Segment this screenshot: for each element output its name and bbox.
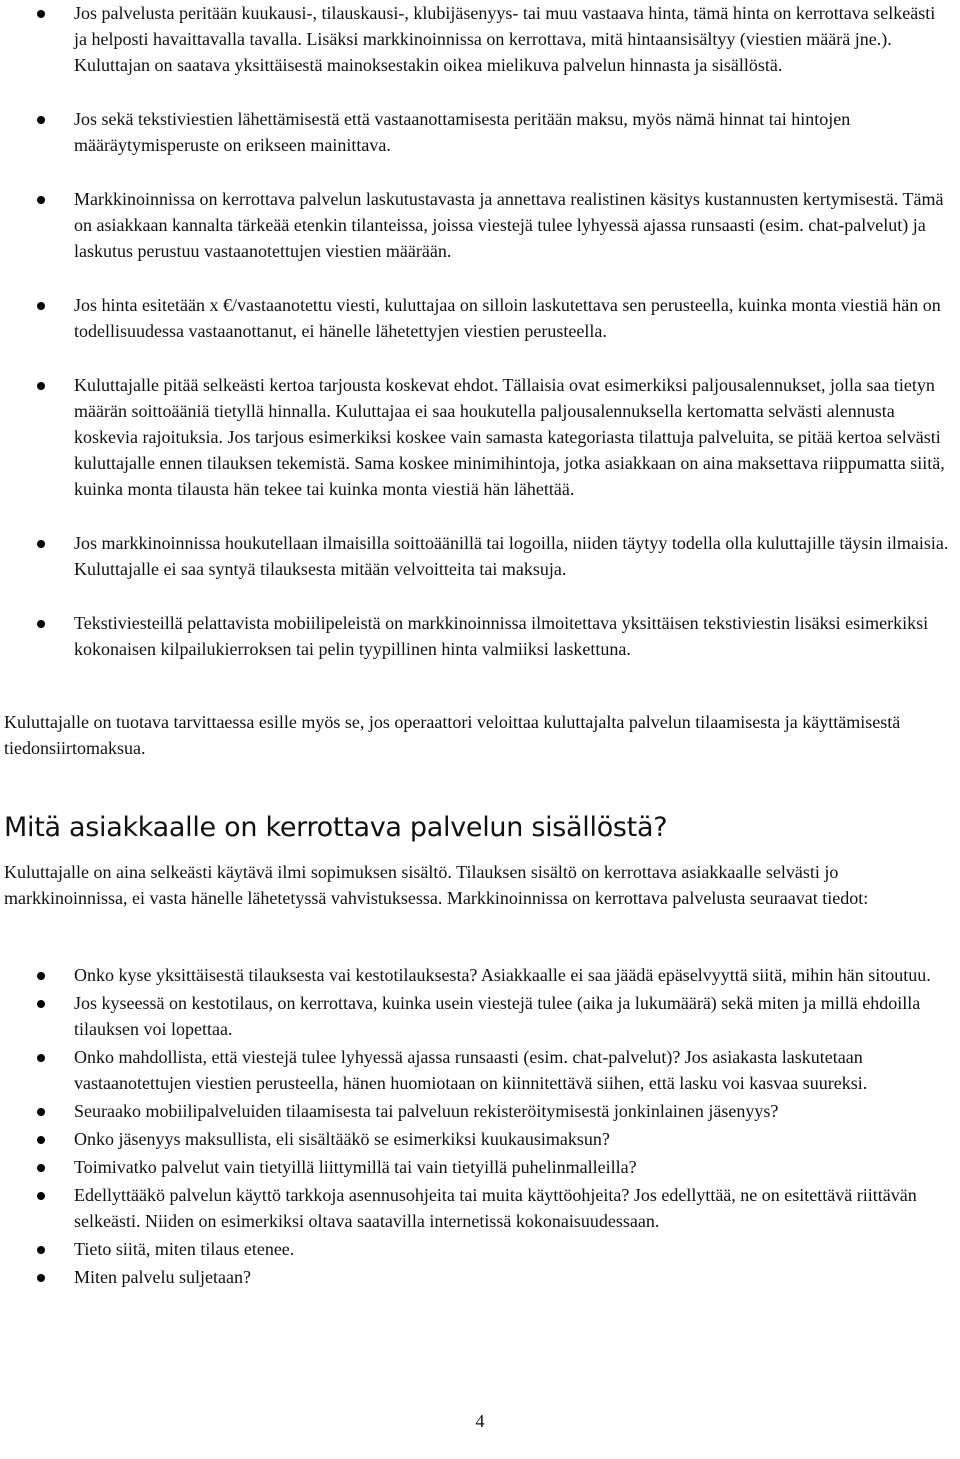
list-item: Edellyttääkö palvelun käyttö tarkkoja asennusohjeita tai muita käyttöohjeita? Jos edellyttää, ne on esitettävä riittävän selkeästi. Niiden on esimerkiksi oltava saatavilla internetissä kokonaisuudessaan. [0,1182,960,1234]
page-number: 4 [475,1411,485,1431]
list-item: Onko jäsenyys maksullista, eli sisältääkö se esimerkiksi kuukausimaksun? [0,1126,960,1152]
list-item: Jos kyseessä on kestotilaus, on kerrottava, kuinka usein viestejä tulee (aika ja lukumäärä) sekä miten ja millä ehdoilla tilauksen voi lopettaa. [0,990,960,1042]
content-intro-paragraph: Kuluttajalle on aina selkeästi käytävä ilmi sopimuksen sisältö. Tilauksen sisältö on kerrottava asiakkaalle selvästi jo markkinoinnissa, ei vasta hänelle lähetetyssä vahvistuksessa. Markkinoinnissa on kerrottava palvelusta seuraavat tiedot: [4,862,869,908]
list-item: Kuluttajalle pitää selkeästi kertoa tarjousta koskevat ehdot. Tällaisia ovat esimerkiksi paljousalennukset, jolla saa tietyn määrän soittoääniä tietyllä hinnalla. Kuluttajaa ei saa houkutella paljousalennuksella kertomatta selvästi alennusta koskevia rajoituksia. Jos tarjous esimerkiksi koskee vain samasta kategoriasta tilattuja palveluita, se pitää kertoa selvästi kuluttajalle ennen tilauksen tekemistä. Sama koskee minimihintoja, jotka asiakkaan on aina maksettava riippumatta siitä, kuinka monta tilausta hän tekee tai kuinka monta viestiä hän lähettää. [0,372,956,502]
pricing-rules-list [0,0,956,690]
required-info-list [0,962,960,1292]
data-transfer-paragraph: Kuluttajalle on tuotava tarvittaessa esille myös se, jos operaattori veloittaa kuluttajalta palvelun tilaamisesta ja käyttämisestä tiedonsiirtomaksua. [4,712,901,758]
list-item: Tieto siitä, miten tilaus etenee. [0,1236,960,1262]
list-item: Seuraako mobiilipalveluiden tilaamisesta tai palveluun rekisteröitymisestä jonkinlainen jäsenyys? [0,1098,960,1124]
list-item: Tekstiviesteillä pelattavista mobiilipeleistä on markkinoinnissa ilmoitettava yksittäisen tekstiviestin lisäksi esimerkiksi kokonaisen kilpailukierroksen tai pelin tyypillinen hinta valmiiksi laskettuna. [0,610,956,662]
list-item: Markkinoinnissa on kerrottava palvelun laskutustavasta ja annettava realistinen käsitys kustannusten kertymisestä. Tämä on asiakkaan kannalta tärkeää etenkin tilanteissa, joissa viestejä tulee lyhyessä ajassa runsaasti (esim. chat-palvelut) ja laskutus perustuu vastaanotettujen viestien määrään. [0,186,956,264]
list-item: Jos hinta esitetään x €/vastaanotettu viesti, kuluttajaa on silloin laskutettava sen perusteella, kuinka monta viestiä hän on todellisuudessa vastaanottanut, ei hänelle lähetettyjen viestien perusteella. [0,292,956,344]
list-item: Jos palvelusta peritään kuukausi-, tilauskausi-, klubijäsenyys- tai muu vastaava hinta, tämä hinta on kerrottava selkeästi ja helposti havaittavalla tavalla. Lisäksi markkinoinnissa on kerrottava, mitä hintaansisältyy (viestien määrä jne.). Kuluttajan on saatava yksittäisestä mainoksestakin oikea mielikuva palvelun hinnasta ja sisällöstä. [0,0,956,78]
list-item: Onko kyse yksittäisestä tilauksesta vai kestotilauksesta? Asiakkaalle ei saa jäädä epäselvyyttä siitä, mihin hän sitoutuu. [0,962,960,988]
list-item: Jos sekä tekstiviestien lähettämisestä että vastaanottamisesta peritään maksu, myös nämä hinnat tai hintojen määräytymisperuste on erikseen mainittava. [0,106,956,158]
list-item: Toimivatko palvelut vain tietyillä liittymillä tai vain tietyillä puhelinmalleilla? [0,1154,960,1180]
list-item: Jos markkinoinnissa houkutellaan ilmaisilla soittoäänillä tai logoilla, niiden täytyy todella olla kuluttajille täysin ilmaisia. Kuluttajalle ei saa syntyä tilauksesta mitään velvoitteita tai maksuja. [0,530,956,582]
section-heading: Mitä asiakkaalle on kerrottava palvelun sisällöstä? [4,812,668,843]
list-item: Miten palvelu suljetaan? [0,1264,960,1290]
list-item: Onko mahdollista, että viestejä tulee lyhyessä ajassa runsaasti (esim. chat-palvelut)? Jos asiakasta laskutetaan vastaanotettujen viestien perusteella, hänen huomiotaan on kiinnitettävä siihen, että lasku voi kasvaa suureksi. [0,1044,960,1096]
